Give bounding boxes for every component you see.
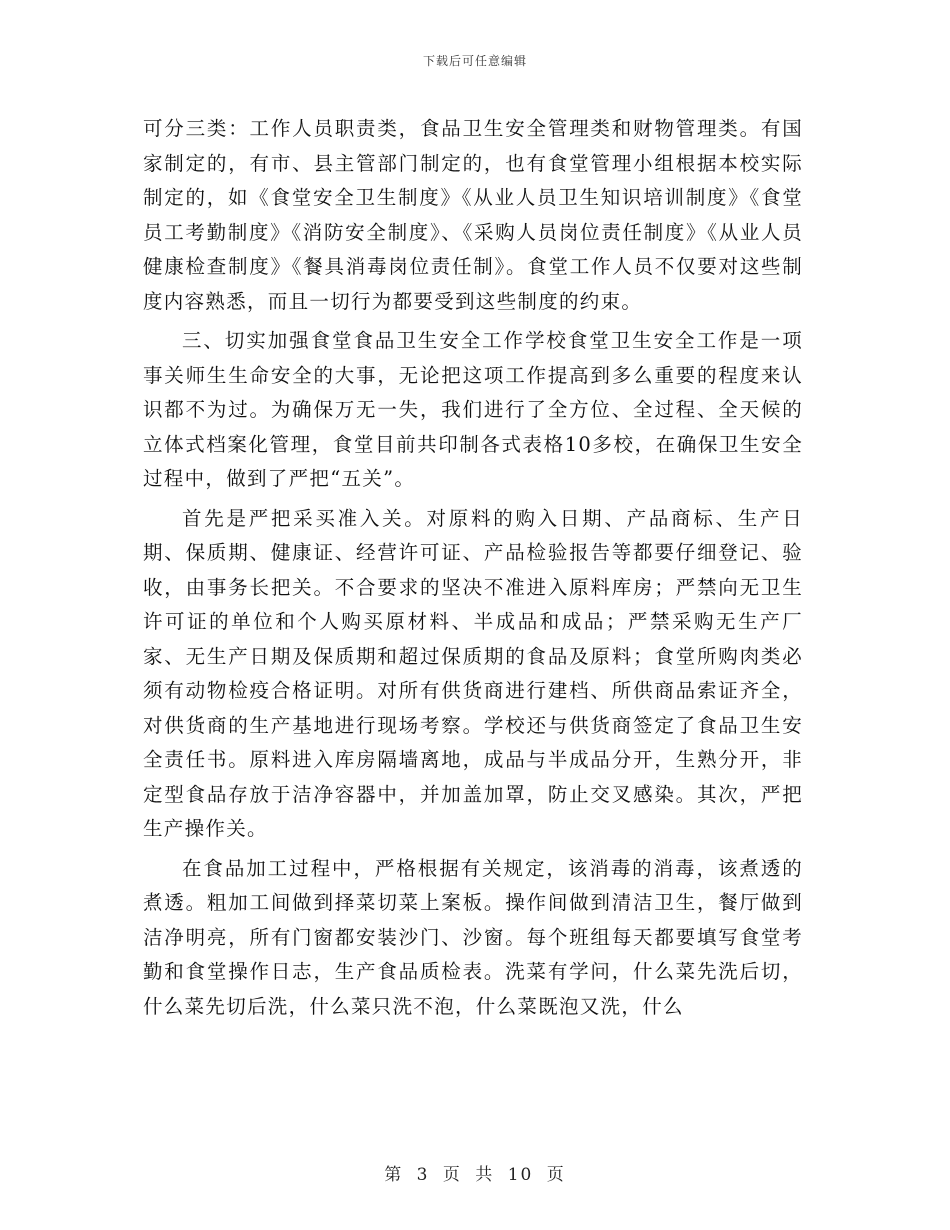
page-header: 下载后可任意编辑: [422, 54, 527, 68]
document-body: [143, 112, 803, 1029]
paragraph-2: 三、切实加强食堂食品卫生安全工作学校食堂卫生安全工作是一项事关师生生命安全的大事，无论把这项工作提高到多么重要的程度来认识都不为过。为确保万无一失，我们进行了全方位、全过程、全天候的立体式档案化管理，食堂目前共印制各式表格10多校，在确保卫生安全过程中，做到了严把“五关”。: [143, 329, 803, 490]
paragraph-1: 可分三类：工作人员职责类，食品卫生安全管理类和财物管理类。有国家制定的，有市、县主管部门制定的，也有食堂管理小组根据本校实际制定的，如《食堂安全卫生制度》《从业人员卫生知识培训制度》《食堂员工考勤制度》《消防安全制度》、《采购人员岗位责任制度》《从业人员健康检查制度》《餐具消毒岗位责任制》。食堂工作人员不仅要对这些制度内容熟悉，而且一切行为都要受到这些制度的约束。: [143, 117, 803, 313]
page-footer: 第 3 页 共 10 页: [384, 1165, 566, 1185]
paragraph-4: 在食品加工过程中，严格根据有关规定，该消毒的消毒，该煮透的煮透。粗加工间做到择菜切菜上案板。操作间做到清洁卫生，餐厅做到洁净明亮，所有门窗都安装沙门、沙窗。每个班组每天都要填写食堂考勤和食堂操作日志，生产食品质检表。洗菜有学问，什么菜先洗后切，什么菜先切后洗，什么菜只洗不泡，什么菜既泡又洗，什么: [143, 856, 803, 1018]
paragraph-3: 首先是严把采买准入关。对原料的购入日期、产品商标、生产日期、保质期、健康证、经营许可证、产品检验报告等都要仔细登记、验收，由事务长把关。不合要求的坚决不准进入原料库房；严禁向无卫生许可证的单位和个人购买原材料、半成品和成品；严禁采购无生产厂家、无生产日期及保质期和超过保质期的食品及原料；食堂所购肉类必须有动物检疫合格证明。对所有供货商进行建档、所供商品索证齐全，对供货商的生产基地进行现场考察。学校还与供货商签定了食品卫生安全责任书。原料进入库房隔墙离地，成品与半成品分开，生熟分开，非定型食品存放于洁净容器中，并加盖加罩，防止交叉感染。其次，严把生产操作关。: [143, 506, 803, 840]
